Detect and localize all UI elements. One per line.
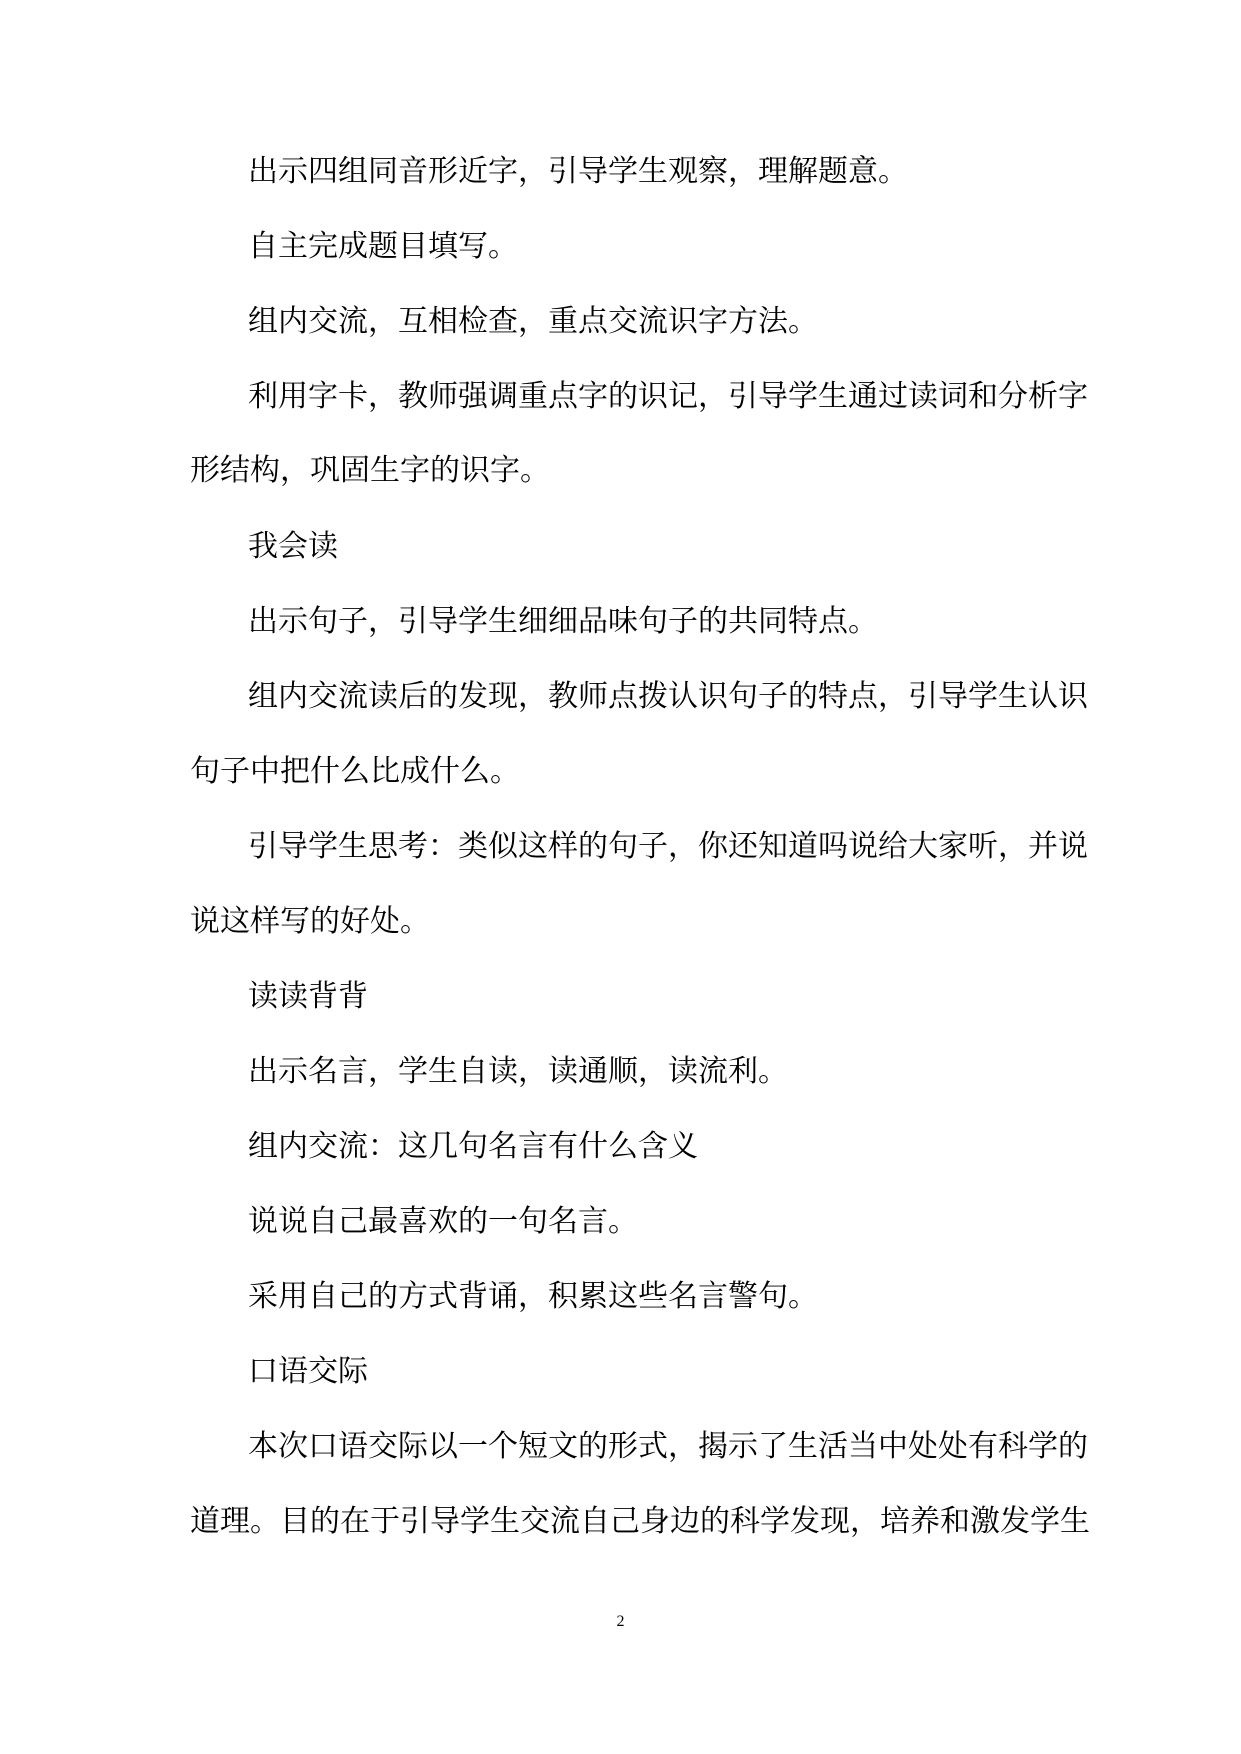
- paragraph-line: 句子中把什么比成什么。: [190, 754, 520, 789]
- paragraph-line: 说这样写的好处。: [190, 904, 430, 939]
- paragraph-line: 出示名言，学生自读，读通顺，读流利。: [248, 1054, 788, 1089]
- paragraph-line: 组内交流读后的发现，教师点拨认识句子的特点，引导学生认识: [248, 679, 1088, 714]
- paragraph-line: 出示句子，引导学生细细品味句子的共同特点。: [248, 604, 878, 639]
- paragraph-line: 自主完成题目填写。: [248, 229, 518, 264]
- paragraph-line: 利用字卡，教师强调重点字的识记，引导学生通过读词和分析字: [248, 379, 1088, 414]
- paragraph-line: 引导学生思考：类似这样的句子，你还知道吗说给大家听，并说: [248, 829, 1088, 864]
- paragraph-line: 本次口语交际以一个短文的形式，揭示了生活当中处处有科学的: [248, 1429, 1088, 1464]
- section-heading: 我会读: [248, 529, 338, 564]
- section-heading: 口语交际: [248, 1354, 368, 1389]
- page-number: 2: [616, 1613, 625, 1630]
- paragraph-line: 采用自己的方式背诵，积累这些名言警句。: [248, 1279, 818, 1314]
- section-heading: 读读背背: [248, 979, 368, 1014]
- paragraph-line: 组内交流，互相检查，重点交流识字方法。: [248, 304, 818, 339]
- paragraph-line: 说说自己最喜欢的一句名言。: [248, 1204, 638, 1239]
- paragraph-line: 出示四组同音形近字，引导学生观察，理解题意。: [248, 154, 908, 189]
- paragraph-line: 组内交流：这几句名言有什么含义: [248, 1129, 698, 1164]
- paragraph-line: 形结构，巩固生字的识字。: [190, 453, 550, 488]
- paragraph-line: 道理。目的在于引导学生交流自己身边的科学发现，培养和激发学生: [190, 1504, 1090, 1539]
